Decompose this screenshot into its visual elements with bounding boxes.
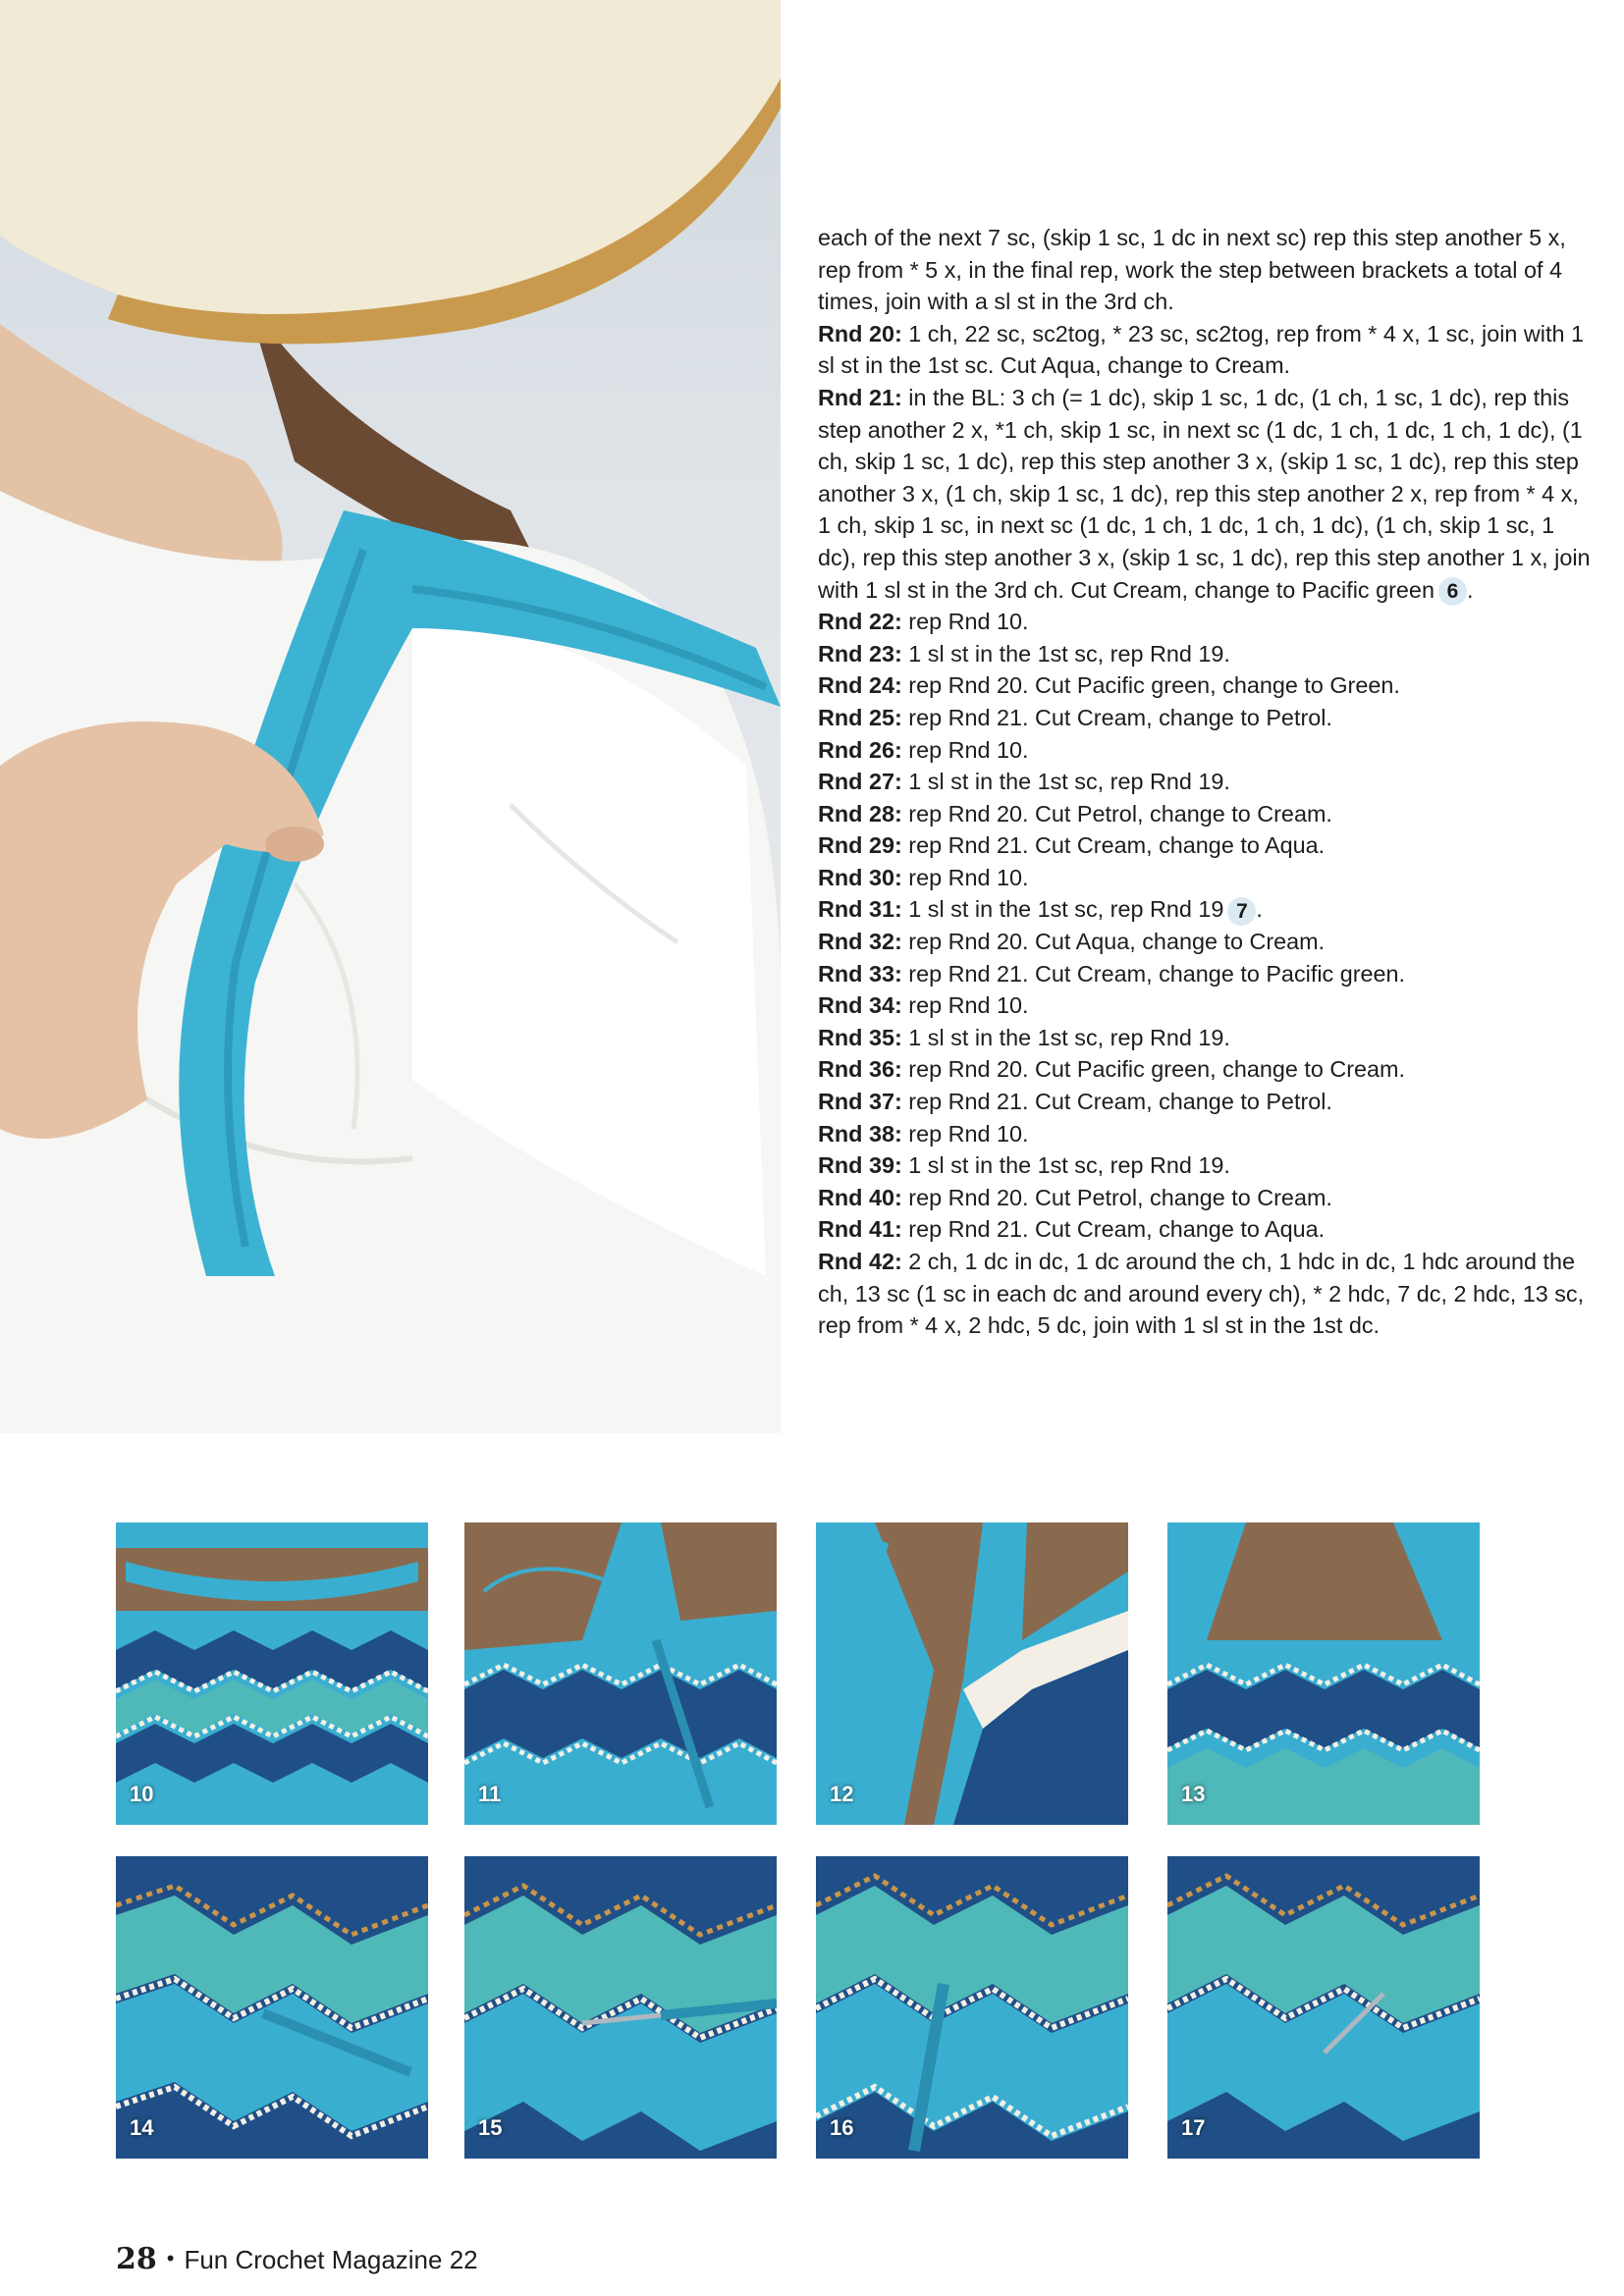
round-label: Rnd 35: [818, 1024, 902, 1050]
round-label: Rnd 31: [818, 896, 902, 923]
round-label: Rnd 30: [818, 864, 902, 890]
step-photo-15 [464, 1856, 777, 2159]
instruction-line [818, 893, 1594, 926]
round-text: rep Rnd 20. Cut Pacific green, change to Cream. [901, 1056, 1406, 1083]
round-label: Rnd 37: [818, 1089, 902, 1115]
round-label: Rnd 40: [818, 1184, 902, 1210]
round-text: rep Rnd 20. Cut Aqua, change to Cream. [901, 929, 1326, 955]
round-text-end: . [1256, 896, 1263, 923]
instruction-line [818, 702, 1594, 734]
step-reference-badge: 7 [1227, 897, 1256, 926]
hero-illustration [0, 0, 781, 1433]
instruction-line [818, 926, 1594, 958]
round-label: Rnd 42: [818, 1249, 902, 1274]
step-number: 11 [478, 1782, 502, 1806]
pattern-instructions [818, 222, 1594, 1342]
instruction-line [818, 638, 1594, 670]
instruction-line [818, 1182, 1594, 1214]
step-photo-17 [1167, 1856, 1480, 2159]
page-number: 28 [116, 2242, 157, 2276]
round-label: Rnd 25: [818, 704, 902, 730]
straw-hat [0, 0, 781, 314]
round-text: rep Rnd 21. Cut Cream, change to Petrol. [901, 704, 1332, 730]
round-text: rep Rnd 21. Cut Cream, change to Pacific green. [901, 960, 1406, 987]
step-photo-12 [816, 1522, 1128, 1825]
footer-separator: • [166, 2246, 175, 2270]
round-text: rep Rnd 21. Cut Cream, change to Petrol. [901, 1089, 1332, 1115]
round-label: Rnd 28: [818, 800, 902, 827]
step-photo-16 [816, 1856, 1128, 2159]
round-label: Rnd 41: [818, 1216, 902, 1243]
instruction-line [818, 1053, 1594, 1086]
round-text: rep Rnd 21. Cut Cream, change to Aqua. [901, 1216, 1326, 1243]
round-text: 1 sl st in the 1st sc, rep Rnd 19. [901, 1152, 1230, 1179]
round-text: rep Rnd 20. Cut Petrol, change to Cream. [901, 800, 1332, 827]
round-text: 1 sl st in the 1st sc, rep Rnd 19. [901, 640, 1230, 667]
instruction-line [818, 958, 1594, 990]
step-number: 14 [130, 2115, 154, 2140]
instruction-line [818, 222, 1594, 318]
step-number: 10 [130, 1782, 154, 1806]
round-text-end: . [1466, 576, 1474, 603]
round-text: 1 sl st in the 1st sc, rep Rnd 19 [901, 896, 1224, 923]
round-label: Rnd 24: [818, 672, 902, 699]
instruction-line [818, 1118, 1594, 1150]
step-reference-badge: 6 [1438, 577, 1467, 606]
round-label: Rnd 38: [818, 1120, 902, 1147]
round-text: rep Rnd 21. Cut Cream, change to Aqua. [901, 832, 1326, 859]
step-number: 16 [830, 2115, 854, 2140]
step-number: 17 [1181, 2115, 1206, 2140]
instruction-line [818, 318, 1594, 382]
round-text: rep Rnd 20. Cut Pacific green, change to Green. [901, 672, 1400, 699]
round-text: 2 ch, 1 dc in dc, 1 dc around the ch, 1 hdc in dc, 1 hdc around the ch, 13 sc (1 sc in each dc and around every ch), * 2 hdc, 7 dc, 2 hdc, 13 sc, rep from * 4 x, 2 hdc, 5 dc, join with 1 sl st in the 1st dc. [818, 1249, 1585, 1339]
instruction-line [818, 1149, 1594, 1182]
round-label: Rnd 33: [818, 960, 902, 987]
instruction-line [818, 734, 1594, 767]
round-text: rep Rnd 10. [901, 992, 1029, 1019]
round-label: Rnd 36: [818, 1056, 902, 1083]
instruction-line [818, 1022, 1594, 1054]
instruction-line [818, 382, 1594, 606]
instruction-line [818, 669, 1594, 702]
round-text: each of the next 7 sc, (skip 1 sc, 1 dc in next sc) rep this step another 5 x, rep from * 5 x, in the final rep, work the step between brackets a total of 4 times, join with a sl st in the 3rd ch. [818, 225, 1566, 315]
round-label: Rnd 29: [818, 832, 902, 859]
round-text: 1 sl st in the 1st sc, rep Rnd 19. [901, 769, 1230, 795]
magazine-title: Fun Crochet Magazine 22 [184, 2245, 478, 2274]
round-text: rep Rnd 10. [901, 736, 1029, 763]
round-label: Rnd 26: [818, 736, 902, 763]
round-text: rep Rnd 10. [901, 864, 1029, 890]
round-label: Rnd 20: [818, 320, 902, 347]
round-text: 1 ch, 22 sc, sc2tog, * 23 sc, sc2tog, rep from * 4 x, 1 sc, join with 1 sl st in the 1st sc. Cut Aqua, change to Cream. [818, 320, 1585, 379]
instruction-line [818, 606, 1594, 638]
step-number: 12 [830, 1782, 854, 1806]
instruction-line [818, 1246, 1594, 1342]
round-text: rep Rnd 20. Cut Petrol, change to Cream. [901, 1184, 1332, 1210]
step-photo-14 [116, 1856, 428, 2159]
round-label: Rnd 21: [818, 384, 902, 410]
instruction-line [818, 1086, 1594, 1118]
round-label: Rnd 39: [818, 1152, 902, 1179]
round-text: in the BL: 3 ch (= 1 dc), skip 1 sc, 1 dc, (1 ch, 1 sc, 1 dc), rep this step another 2 x, *1 ch, skip 1 sc, in next sc (1 dc, 1 ch, 1 dc, 1 ch, 1 dc), (1 ch, skip 1 sc, 1 dc), rep this step another 3 x, (skip 1 sc, 1 dc), rep this step another 3 x, (1 ch, skip 1 sc, 1 dc), rep this step another 2 x, rep from * 4 x, 1 ch, skip 1 sc, in next sc (1 dc, 1 ch, 1 dc, 1 ch, 1 dc), (1 ch, skip 1 sc, 1 dc), rep this step another 3 x, (skip 1 sc, 1 dc), rep this step another 1 x, join with 1 sl st in the 3rd ch. Cut Cream, change to Pacific green [818, 384, 1591, 603]
step-number: 15 [478, 2115, 503, 2140]
instruction-line [818, 989, 1594, 1022]
round-text: 1 sl st in the 1st sc, rep Rnd 19. [901, 1024, 1230, 1050]
round-label: Rnd 27: [818, 769, 902, 795]
instruction-line [818, 862, 1594, 894]
instruction-line [818, 1213, 1594, 1246]
page-footer [116, 2242, 478, 2276]
round-label: Rnd 22: [818, 609, 902, 635]
step-photo-13 [1167, 1522, 1480, 1825]
round-text: rep Rnd 10. [901, 609, 1029, 635]
instruction-line [818, 766, 1594, 798]
instruction-line [818, 829, 1594, 862]
round-label: Rnd 34: [818, 992, 902, 1019]
round-label: Rnd 23: [818, 640, 902, 667]
step-photo-10 [116, 1522, 428, 1825]
round-text: rep Rnd 10. [901, 1120, 1029, 1147]
round-label: Rnd 32: [818, 929, 902, 955]
step-number: 13 [1181, 1782, 1206, 1806]
hero-photo [0, 0, 781, 1433]
instruction-line [818, 798, 1594, 830]
step-photo-11 [464, 1522, 777, 1825]
